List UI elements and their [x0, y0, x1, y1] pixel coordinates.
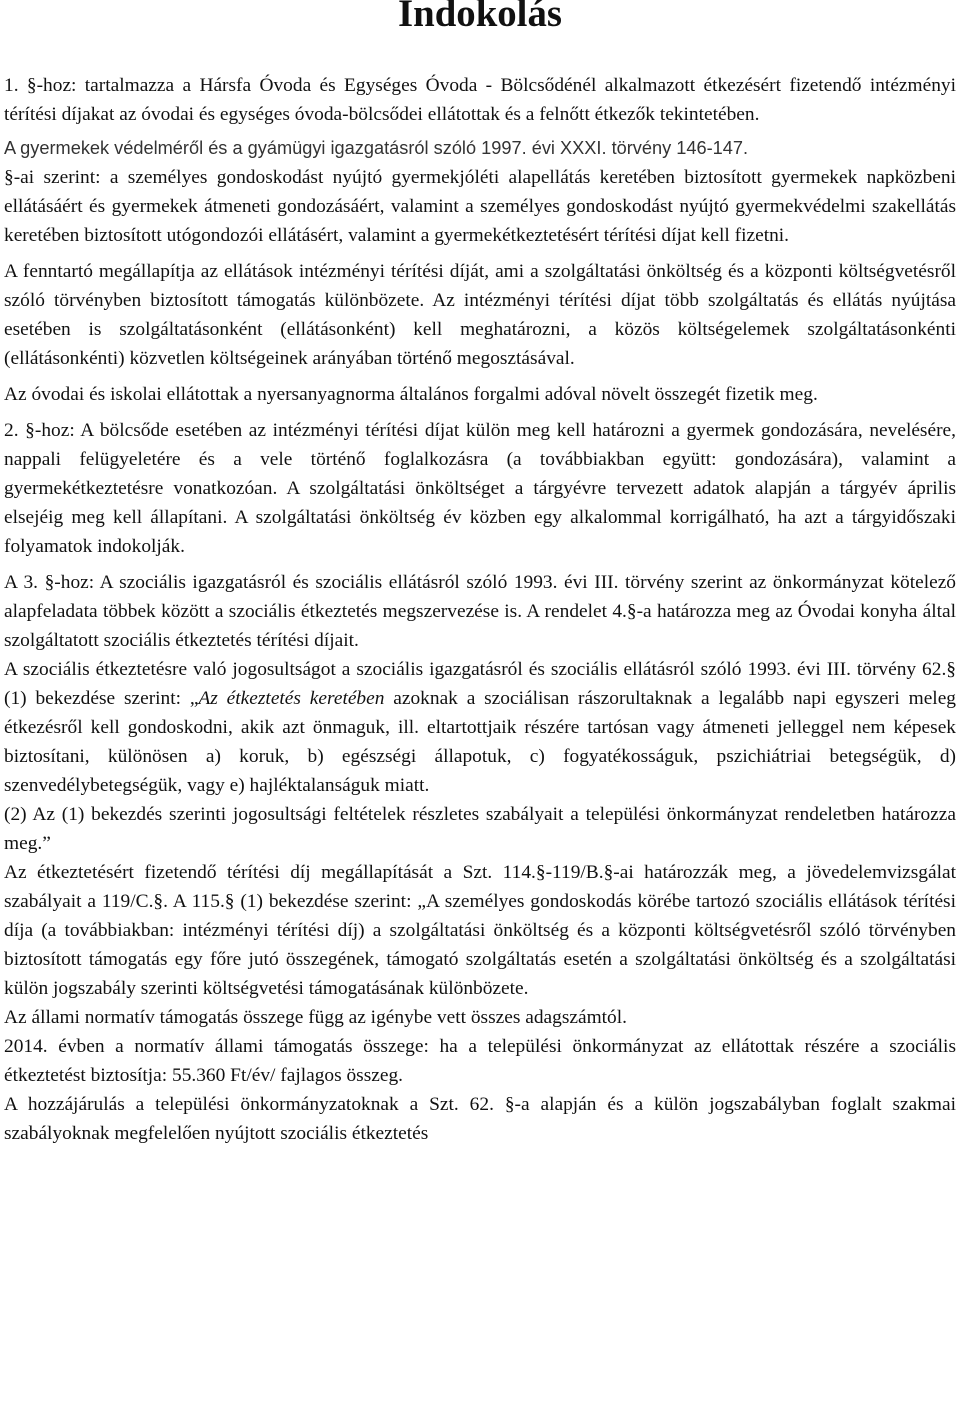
paragraph-1: 1. §-hoz: tartalmazza a Hársfa Óvoda és Egységes Óvoda - Bölcsődénél alkalmazott étkezésért fizetendő intézményi térítési díjakat az óvodai és egységes óvoda-bölcsődei ellátottak és a felnőtt étkezők tekintetében.	[4, 75, 956, 125]
paragraph-7-lead: A szociális étkeztetésre való jogosultságot a szociális igazgatásról és szociális ellátásról szóló 1993. évi III. törvény 62.§ (1) bekezdése szerint: „	[4, 659, 956, 709]
paragraph-9: Az étkeztetésért fizetendő térítési díj megállapítását a Szt. 114.§-119/B.§-ai határozzák meg, a jövedelemvizsgálat szabályait a 119/C.§. A 115.§ (1) bekezdése szerint: „A személyes gondoskodás körébe tartozó szociális ellátások térítési díja (a továbbiakban: intézményi térítési díj) a szolgáltatási önköltség és a központi költségvetésről szóló törvényben biztosított támogatás egy főre jutó összegének, támogató szolgáltatás esetén a szolgáltatási önköltség és a szolgáltatási külön jogszabály szerinti költségvetési támogatásának különbözete.	[4, 862, 956, 999]
paragraph-10: Az állami normatív támogatás összege függ az igénybe vett összes adagszámtól.	[4, 1007, 627, 1028]
paragraph-12: A hozzájárulás a települési önkormányzatoknak a Szt. 62. §-a alapján és a külön jogszabályban foglalt szakmai szabályoknak megfelelően nyújtott szociális étkeztetés	[4, 1094, 956, 1144]
paragraph-5: 2. §-hoz: A bölcsőde esetében az intézményi térítési díjat külön meg kell határozni a gyermek gondozására, nevelésére, nappali felügyeletére és a vele történő foglalkozásra (a továbbiakban együtt: gondozására), valamint a gyermekétkeztetésre vonatkozóan. A szolgáltatási önköltséget a tárgyévre tervezett adatok alapján a tárgyév április elsejéig meg kell állapítani. A szolgáltatási önköltség év közben egy alkalommal korrigálható, ha azt a tárgyidőszaki folyamatok indokolják.	[4, 420, 956, 557]
document-page	[4, 0, 956, 1416]
paragraph-7-italic: Az étkeztetés keretében	[198, 688, 385, 709]
paragraph-3: A fenntartó megállapítja az ellátások intézményi térítési díját, ami a szolgáltatási önköltség és a központi költségvetésről szóló törvényben biztosított támogatás különbözete. Az intézményi térítési díjat több szolgáltatás és ellátás nyújtása esetében is szolgáltatásonként (ellátásonként) kell meghatározni, a közös költségelemek szolgáltatásonkénti (ellátásonkénti) közvetlen költségeinek arányában történő megosztásával.	[4, 261, 956, 369]
paragraph-7	[4, 655, 956, 800]
paragraph-7-rest: azoknak a szociálisan rászorultaknak a legalább napi egyszeri meleg étkezésről kell gondoskodni, akik azt önmaguk, ill. eltartottjaik részére tartósan vagy átmeneti jelleggel nem képesek biztosítani, különösen a) koruk, b) egészségi állapotuk, c) fogyatékosságuk, pszichiátriai betegségük, d) szenvedélybetegségük, vagy e) hajléktalanságuk miatt.	[4, 688, 956, 796]
paragraph-4: Az óvodai és iskolai ellátottak a nyersanyagnorma általános forgalmi adóval növelt összegét fizetik meg.	[4, 384, 818, 405]
paragraph-2-body: §-ai szerint: a személyes gondoskodást nyújtó gyermekjóléti alapellátás keretében biztosított gyermekek napközbeni ellátásáért és gyermekek átmeneti gondozásáért, valamint a személyes gondoskodást nyújtó gyermekvédelmi szakellátás keretében biztosított utógondozói ellátásért, valamint a gyermekétkeztetésért térítési díjat kell fizetni.	[4, 167, 956, 246]
paragraph-8: (2) Az (1) bekezdés szerinti jogosultsági feltételek részletes szabályait a települési önkormányzat rendeletben határozza meg.”	[4, 804, 956, 854]
paragraph-2-heading: A gyermekek védelméről és a gyámügyi igazgatásról szóló 1997. évi XXXI. törvény 146-147.	[4, 138, 749, 158]
paragraph-11: 2014. évben a normatív állami támogatás összege: ha a települési önkormányzat az ellátottak részére a szociális étkeztetést biztosítja: 55.360 Ft/év/ fajlagos összeg.	[4, 1036, 956, 1086]
document-title: Indokolás	[398, 0, 562, 35]
paragraph-6: A 3. §-hoz: A szociális igazgatásról és szociális ellátásról szóló 1993. évi III. törvény szerint az önkormányzat kötelező alapfeladata többek között a szociális étkeztetés megszervezése is. A rendelet 4.§-a határozza meg az Óvodai konyha által szolgáltatott szociális étkeztetés térítési díjait.	[4, 572, 956, 651]
